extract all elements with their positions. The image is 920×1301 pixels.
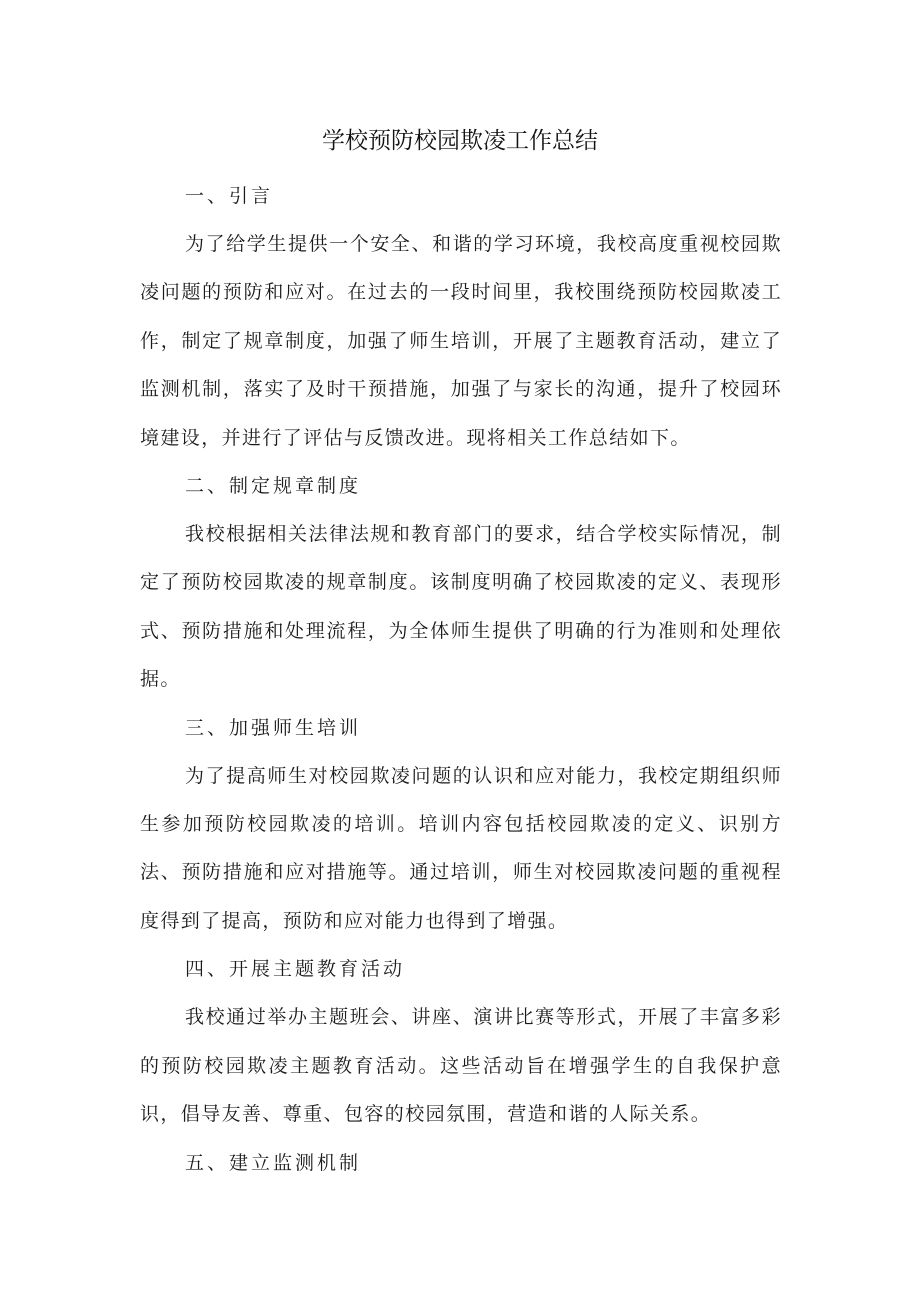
section-paragraph-rules: 我校根据相关法律法规和教育部门的要求，结合学校实际情况，制定了预防校园欺凌的规章制度。该制度明确了校园欺凌的定义、表现形式、预防措施和处理流程，为全体师生提供了明确的行为准则和处理依据。 <box>140 523 782 691</box>
section-heading-introduction: 一、引言 <box>185 185 274 207</box>
section-heading-training: 三、加强师生培训 <box>185 716 362 739</box>
document-body <box>140 172 782 1187</box>
document-title: 学校预防校园欺凌工作总结 <box>322 128 598 154</box>
section-heading-monitoring: 五、建立监测机制 <box>185 1151 362 1174</box>
section-paragraph-activities: 我校通过举办主题班会、讲座、演讲比赛等形式，开展了丰富多彩的预防校园欺凌主题教育活动。这些活动旨在增强学生的自我保护意识，倡导友善、尊重、包容的校园氛围，营造和谐的人际关系。 <box>140 1006 782 1126</box>
section-paragraph-training: 为了提高师生对校园欺凌问题的认识和应对能力，我校定期组织师生参加预防校园欺凌的培训。培训内容包括校园欺凌的定义、识别方法、预防措施和应对措施等。通过培训，师生对校园欺凌问题的重视程度得到了提高，预防和应对能力也得到了增强。 <box>140 764 782 932</box>
section-paragraph-introduction: 为了给学生提供一个安全、和谐的学习环境，我校高度重视校园欺凌问题的预防和应对。在过去的一段时间里，我校围绕预防校园欺凌工作，制定了规章制度，加强了师生培训，开展了主题教育活动，建立了监测机制，落实了及时干预措施，加强了与家长的沟通，提升了校园环境建设，并进行了评估与反馈改进。现将相关工作总结如下。 <box>140 233 782 449</box>
section-heading-rules: 二、制定规章制度 <box>185 475 362 498</box>
section-heading-activities: 四、开展主题教育活动 <box>185 958 406 981</box>
